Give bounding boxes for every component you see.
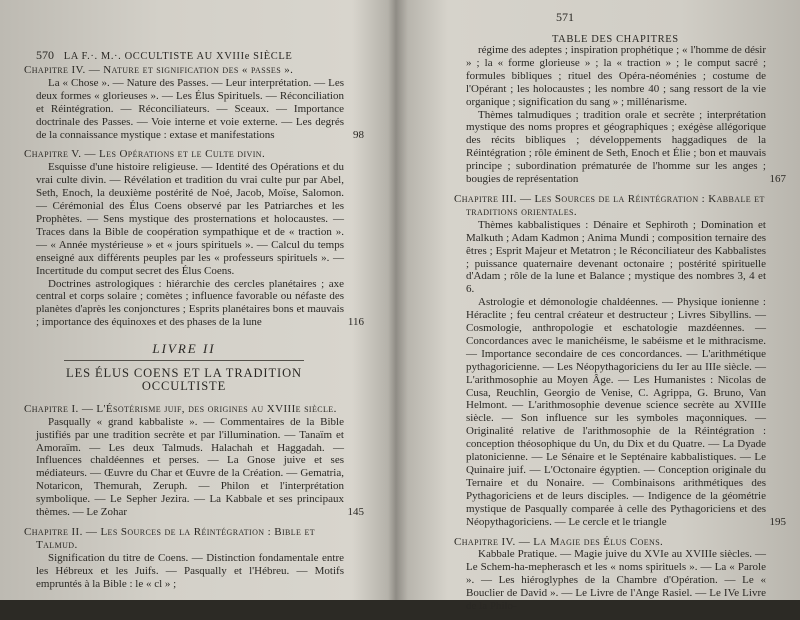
toc-entry: [454, 44, 786, 186]
running-head-title: LA F.·. M.·. OCCULTISTE AU XVIIIe SIÈCLE: [63, 51, 293, 62]
page-reference: 145: [347, 506, 364, 519]
chapter-summary: [24, 416, 344, 519]
livre-label: LIVRE II: [152, 341, 216, 357]
chapter-summary: [454, 44, 766, 186]
chapter-summary: [24, 161, 344, 329]
toc-entry: [24, 148, 364, 329]
chapter-heading: Chapitre IV. — La Magie des Élus Coens.: [454, 535, 664, 548]
toc-entry: [24, 402, 364, 519]
chapter-summary: [454, 219, 766, 529]
right-running-head: TABLE DES CHAPITRES: [552, 34, 679, 45]
toc-entry: [454, 192, 786, 529]
page-reference: 195: [769, 515, 786, 528]
summary-paragraph: Doctrines astrologiques : hiérarchie des cercles planétaires ; axe central et corps solaire ; comètes ; influence favorable ou néfaste des planètes d'après les conjonctures ; Esprits planétaires bons et mauvais ; importance des équinoxes et des phases de la lune: [36, 277, 344, 329]
livre-title: LES ÉLUS COENS ET LA TRADITION OCCULTISTE: [66, 366, 302, 393]
table-of-contents-left: [24, 64, 364, 598]
summary-paragraph: Signification du titre de Coens. — Distinction fondamentale entre les Hébreux et les Juifs. — Pasqually et l'Hébreu. — Motifs empruntés à la Bible : le « cl » ;: [36, 551, 344, 590]
page-number: 570: [36, 48, 54, 62]
chapter-heading: Chapitre II. — Les Sources de la Réintégration : Bible et Talmud.: [24, 526, 316, 551]
chapter-summary: [454, 548, 766, 613]
summary-paragraph: Thèmes kabbalistiques : Dénaire et Sephiroth ; Domination et Malkuth ; Adam Kadmon ; Anima Mundi ; composition ternaire des êtres ; Esprit Majeur et Metatron ; le Réconciliateur des Kabbalistes ; puissance quaternaire devenant octonaire ; postérité spirituelle d'Adam ; rôle de la lune et Balance ; mystique des nombres 3, 4 et 6.: [466, 218, 766, 296]
chapter-summary: [24, 77, 344, 142]
summary-paragraph: Astrologie et démonologie chaldéennes. — Physique ionienne : Héraclite ; feu central créateur et destructeur ; Livres Sibyllins. — Cosmologie, anthropologie et eschatologie mazdéennes. — Concordances avec le manichéisme, le sabéisme et le mithracisme. — Importance secondaire de ces concordances. — L'arithmétique pythagoricienne. — Les Néopythagoriciens du Ier au IIIe siècle. — L'arithmosophie au Moyen Âge. — Les Humanistes : Nicolas de Cusa, Reuchlin, Georgio de Venise, C. Agrippa, G. Bruno, Van Helmont. — L'arithmosophie devenue science secrète au XVIIIe siècle. — Son influence sur les symboles maçonniques. — Originalité relative de l'arithmosophie de la Réintégration : conception théosophique du Un, du Dix et du Quatre. — La Dyade platonicienne. — Le Sénaire et le Septénaire kabbalistiques. — Le Quinaire juif. — L'Octonaire égyptien. — Conception originale du Ternaire et du Nonaire. — Combinaisons arithmétiques des Pythagoriciens et de leurs disciples. — Indigence de la géométrie mystique de Pasqually comparée à celle des Pythagoriciens et des Néopythagoriciens. — Le cercle et le triangle: [466, 296, 766, 528]
page-reference: 167: [769, 173, 786, 186]
chapter-heading: Chapitre V. — Les Opérations et le Culte divin.: [24, 148, 266, 161]
summary-paragraph: régime des adeptes ; inspiration prophétique ; « l'homme de désir » ; la « forme glorieuse » ; la « traction » ; le comput sacré ; formules bibliques ; rituel des Opéra-néoménies ; costume de l'Opérant ; les holocaustes ; les nombre 40 ; sang ressort de la vie organique ; signification du sang » ; millénarisme.: [466, 44, 766, 108]
left-running-head: [36, 48, 292, 63]
table-of-contents-right: [454, 44, 786, 620]
chapter-heading: Chapitre III. — Les Sources de la Réintégration : Kabbale et traditions orientales.: [454, 192, 765, 218]
page-reference: 98: [353, 128, 364, 141]
chapter-summary: [24, 552, 344, 591]
right-page: [402, 0, 800, 613]
chapter-heading: Chapitre IV. — Nature et signification des « passes ».: [24, 64, 294, 76]
summary-paragraph: Pasqually « grand kabbaliste ». — Commentaires de la Bible justifiés par une tradition secrète et par l'illumination. — Tanaïm et Amoraïm. — Les deux Talmuds. Halachah et Haggadah. — Influences chaldéennes et perses. — La Gnose juive et ses médiateurs. — Œuvre du Char et Œuvre de la Création. — Gematria, Notaricon, Themurah, Zeruph. — Philon et l'interprétation symbolique. — Le Sepher Jezira. — La Kabbale et ses principaux thèmes. — Le Zohar: [36, 415, 344, 519]
summary-paragraph: Esquisse d'une histoire religieuse. — Identité des Opérations et du vrai culte divin. — Révélation et tradition du vrai culte pur par Abel, Seth, Enoch, la deuxième postérité de Noé, Jacob, Moïse, Salomon. — Cérémonial des Élus Coens observé par les Patriarches et les Prophètes. — Sens mystique des prosternations et holocaustes. — Traces dans la Bible de coopération sympathique et de « traction ». — « Année mystérieuse » et « jours spirituels ». — Calcul du temps enseigné aux différents peuples par les « professeurs spirituels ». — Incertitude du comput secret des Élus Coens.: [36, 161, 344, 277]
divider: [64, 360, 304, 361]
summary-paragraph: La « Chose ». — Nature des Passes. — Leur interprétation. — Les deux formes « glorieuses ». — Les Élus Spirituels. — Réconciliation et Réintégration. — Réconciliateurs. — Sceaux. — Importance doctrinale des Passes. — Voie interne et voie externe. — Les degrés de la connaissance mystique : extase et manifestations: [36, 76, 344, 141]
summary-paragraph: Kabbale Pratique. — Magie juive du XVIe au XVIIIe siècles. — Le Schem-ha-mepherasch et les « noms spirituels ». — La « Parole ». — Les hiéroglyphes de la Chambre d'Opération. — Le « Bouclier de David ». — Le Livre de l'Ange Rasiel. — Le IVe Livre de la Philo-: [466, 548, 766, 613]
book-part-heading: [24, 343, 344, 393]
chapter-heading: Chapitre I. — L'Ésotérisme juif, des origines au XVIIIe siècle.: [24, 402, 337, 415]
toc-entry: [454, 536, 766, 613]
left-page: [0, 0, 398, 600]
page-number: 571: [556, 10, 574, 24]
page-reference: 116: [347, 316, 364, 329]
toc-entry: [24, 526, 344, 591]
summary-paragraph: Thèmes talmudiques ; tradition orale et secrète ; interprétation mystique des noms propres et géographiques ; exégèse allégorique des récits bibliques ; développements haggadiques de la Réintégration ; rôle éminent de Seth, Enoch et Élie ; bon et mauvais principe ; subordination prématurée de l'homme sur les anges ; bougies de représentation: [466, 108, 766, 186]
toc-entry: [24, 64, 364, 141]
